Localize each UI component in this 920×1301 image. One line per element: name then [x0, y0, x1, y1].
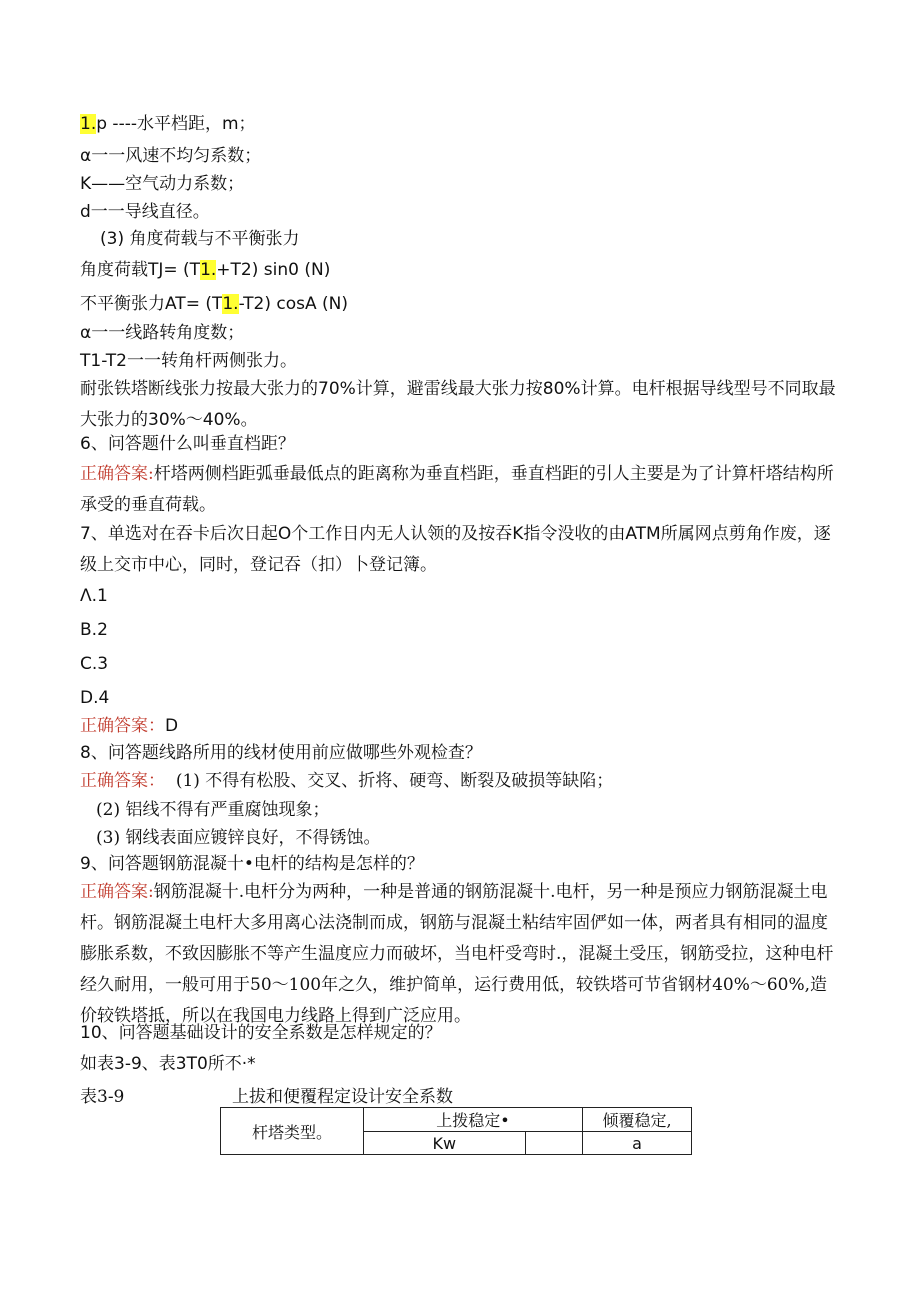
answer-label: 正确答案: — [80, 464, 154, 484]
header-uplift-stability: 上拨稳定• — [364, 1108, 583, 1132]
line-aero-coefficient: K——空气动力系数； — [80, 174, 245, 194]
answer-label: 正确答案： — [80, 716, 165, 736]
q8-answer-1: 正确答案： (1) 不得有松股、交叉、折将、硬弯、断裂及破损等缺陷； — [80, 771, 614, 791]
q7-option-a: Λ.1 — [80, 586, 108, 606]
highlight-mark: 1. — [222, 294, 239, 314]
q7-option-b: B.2 — [80, 620, 108, 640]
safety-factor-table — [220, 1107, 692, 1155]
q8-answer-3: (3) 钢线表面应镀锌良好，不得锈蚀。 — [96, 828, 381, 848]
q10-question: 10、问答题基础设计的安全系数是怎样规定的？ — [80, 1023, 442, 1043]
line-tension-sides: T1-T2一一转角杆两侧张力。 — [80, 351, 297, 371]
q9-answer: 正确答案:钢筋混凝十.电杆分为两种，一种是普通的钢筋混凝十.电杆，另一种是预应力钢筋混凝土电杆。钢筋混凝土电杆大多用离心法浇制而成，钢筋与混凝土粘结牢固俨如一体，两者具有相同的温度膨胀系数，不致因膨胀不等产生温度应力而破坏，当电杆受弯时.，混凝土受压，钢筋受拉，这种电杆经久耐用，一般可用于50〜100年之久，维护简单，运行费用低，较铁塔可节省钢材40%〜60%,造价较铁塔抵，所以在我国电力线路上得到广泛应用。 — [80, 882, 834, 1026]
paragraph-tension-rules: 耐张铁塔断线张力按最大张力的70%计算，避雷线最大张力按80%计算。电杆根据导线型号不同取最大张力的30%〜40%。 — [80, 379, 836, 430]
table-caption: 上拔和便覆程定设计安全系数 — [232, 1087, 453, 1107]
table-label: 表3-9 — [80, 1087, 125, 1107]
q7-question: 7、单选对在吞卡后次日起O个工作日内无人认领的及按吞K指令没收的由ATM所属网点剪角作废，逐级上交市中心，同时，登记吞（扣）卜登记簿。 — [80, 524, 831, 575]
header-overturn-stability: 倾覆稳定, — [583, 1108, 692, 1132]
highlight-mark: 1. — [80, 114, 97, 134]
q9-question: 9、问答题钢筋混凝十•电杆的结构是怎样的？ — [80, 854, 424, 874]
line-wire-diameter: d一一导线直径。 — [80, 202, 210, 222]
q10-table-ref: 如表3-9、表3T0所不·* — [80, 1054, 256, 1074]
cell-kw: Kw — [364, 1132, 526, 1155]
q6-question: 6、问答题什么叫垂直档距？ — [80, 434, 295, 454]
line-horizontal-span: 1.p ----水平档距，m； — [80, 114, 256, 134]
line-turn-angle: α一一线路转角度数； — [80, 323, 245, 343]
answer-label: 正确答案： — [80, 771, 165, 791]
cell-a: a — [583, 1132, 692, 1155]
q7-answer: 正确答案：D — [80, 716, 179, 736]
line-angle-load-formula: 角度荷载TJ= (T1.+T2) sin0 (N) — [80, 260, 331, 280]
highlight-mark: 1. — [200, 260, 217, 280]
q8-answer-2: (2) 铝线不得有严重腐蚀现象； — [96, 800, 330, 820]
q7-option-d: D.4 — [80, 688, 110, 708]
answer-label: 正确答案: — [80, 882, 154, 902]
cell-empty — [525, 1132, 582, 1155]
line-wind-coefficient: α一一风速不均匀系数； — [80, 146, 262, 166]
line-section-heading: (3) 角度荷载与不平衡张力 — [100, 229, 300, 249]
q8-question: 8、问答题线路所用的线材使用前应做哪些外观检查？ — [80, 743, 482, 763]
header-tower-type: 杆塔类型。 — [221, 1108, 364, 1155]
line-unbalanced-tension-formula: 不平衡张力AT= (T1.-T2) cosA (N) — [80, 294, 349, 314]
q6-answer: 正确答案:杆塔两侧档距弧垂最低点的距离称为垂直档距，垂直档距的引人主要是为了计算杆塔结构所承受的垂直荷载。 — [80, 464, 834, 515]
q7-option-c: C.3 — [80, 654, 109, 674]
